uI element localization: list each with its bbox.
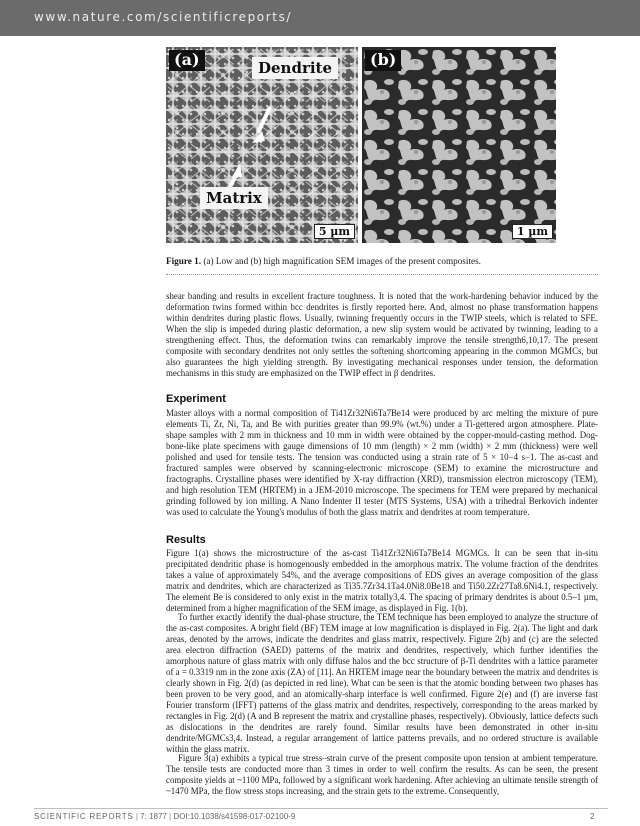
scale-bar-a: 5 µm: [314, 224, 355, 239]
intro-paragraph: shear banding and results in excellent fracture toughness. It is noted that the work-hardening behavior induced by the deformation twins formed within bcc dendrites is firstly reported here. And, almost no phase transformation happens within dendrites during plastic flows. Usually, twinning frequently occurs in the TWIP steels, which is related to SFE. When the slip is impeded during plastic deformation, a new slip system would be activated by twinning, leading to a strengthening effect. Thus, the deformation twins can remarkably improve the tensile strength6,10,17. The present composite with secondary dendrites not only settles the softening shortcoming appearing in the common MGMCs, but also guarantees the high yielding strength. By investigating mechanical responses under tension, the deformation mechanisms in this study are emphasized on the TWIP effect in β dendrites.: [166, 291, 598, 378]
citation: 7: 1877: [140, 812, 167, 821]
dendrite-label: Dendrite: [252, 57, 338, 79]
page-footer: SCIENTIFIC REPORTS | 7: 1877 | DOI:10.1038/s41598-017-02100-9: [34, 812, 296, 821]
sem-panel-b: [362, 47, 556, 243]
results-paragraph-1: Figure 1(a) shows the microstructure of the as-cast Ti41Zr32Ni6Ta7Be14 MGMCs. It can be seen that in-situ precipitated dendritic phase is homogenously embedded in the amorphous matrix. The volume fraction of the dendrites takes a value of approximately 54%, and the average compositions of EDS gives an average composition of the glass matrix and dendrites, which are characterized as Ti35.7Zr34.1Ta4.0Ni8.0Be18 and Ti50.2Zr27Ta8.6Ni4.1, respectively. The element Be is considered to only exist in the matrix totally3,4. The spacing of primary dendrites is about 0.5–1 µm, determined from a higher magnification of the SEM image, as displayed in Fig. 1(b).: [166, 548, 598, 613]
results-heading: Results: [166, 534, 206, 546]
footer-rule: [34, 808, 608, 809]
results-paragraph-3: Figure 3(a) exhibits a typical true stress–strain curve of the present composite upon tension at ambient temperature. The tensile tests are conducted more than 3 times in order to well confirm the results. As can be seen, the present composite yields at ~1100 MPa, followed by a significant work hardening. After achieving an ultimate tensile strength of ~1470 MPa, the flow stress stops increasing, and the strain gets to the extreme. Consequently,: [166, 753, 598, 796]
journal-name[interactable]: SCIENTIFIC REPORTS: [34, 812, 134, 821]
sem-image-high-mag: [362, 47, 556, 243]
caption-label: Figure 1.: [166, 256, 202, 266]
sem-panel-a: [166, 47, 358, 243]
experiment-paragraph: Master alloys with a normal composition of Ti41Zr32Ni6Ta7Be14 were produced by arc melting the mixture of pure elements Ti, Zr, Ni, Ta, and Be with purities greater than 99.9% (wt.%) under a Ti-gettered argon atmosphere. Plate-shape samples with 2 mm in thickness and 10 mm in width were obtained by the copper-mould-casting method. Dog-bone-like plate specimens with gauge dimensions of 10 mm (length) × 2 mm (width) × 2 mm (thickness) were well polished and used for tensile tests. The tension was conducted using a strain rate of 5 × 10−4 s−1. The as-cast and fractured samples were observed by scanning-electronic microscope (SEM) to examine the microstructure and fractographs. Crystalline phases were identified by X-ray diffraction (XRD), transmission electron microscopy (TEM), and high resolution TEM (HRTEM) in a JEM-2010 microscope. The specimens for TEM were prepared by mechanical grinding followed by ion milling. A Nano Indenter II tester (MTS Systems, USA) with a trihedral Berkovich indenter was used to calculate the Young's modulus of both the glass matrix and dendrites at room temperature.: [166, 408, 598, 517]
top-banner: [0, 0, 640, 36]
figure-caption: [166, 256, 596, 266]
panel-a-label: (a): [169, 50, 205, 71]
results-paragraph-2: To further exactly identify the dual-phase structure, the TEM technique has been employed to analyze the structure of the as-cast composites. A bright field (BF) TEM image at low magnification is displayed in Fig. 2(a). The light and dark areas, denoted by the arrows, indicate the dendrites and glass matrix, respectively. Figure 2(b) and (c) are the selected area electron diffraction (SAED) patterns of the matrix and dendrites, respectively, which further identifies the amorphous nature of glass matrix with only diffuse halos and the bcc structure of β-Ti dendrites with a lattice parameter of a = 0.3319 nm in the zone axis (ZA) of [11]. An HRTEM image near the boundary between the matrix and dendrites is clearly shown in Fig. 2(d) (as depicted in red line). What can be seen is that the atomic bonding between two phases has been proven to be very good, and an atomically-sharp interface is well confirmed. Figure 2(e) and (f) are inverse fast Fourier transform (IFFT) patterns of the glass matrix and dendrites, respectively, corresponding to the areas marked by rectangles in Fig. 2(d) (A and B represent the matrix and crystalline phases, respectively). Obviously, lattice defects such as dislocations in the dendrites are rarely found. Similar results have been demonstrated in other in-situ dendrite/MGMCs3,4. Instead, a regular arrangement of lattice patterns prevails, and no ordered structure is available within the glass matrix.: [166, 612, 598, 754]
doi[interactable]: DOI:10.1038/s41598-017-02100-9: [173, 812, 296, 821]
page-number: 2: [590, 812, 595, 821]
scale-bar-b: 1 µm: [512, 224, 553, 239]
caption-separator: [166, 274, 598, 275]
matrix-label: Matrix: [200, 187, 268, 209]
experiment-heading: Experiment: [166, 393, 226, 405]
site-url[interactable]: www.nature.com/scientificreports/: [34, 10, 293, 24]
panel-b-label: (b): [365, 50, 401, 71]
caption-text: (a) Low and (b) high magnification SEM images of the present composites.: [203, 256, 481, 266]
figure-1: [166, 47, 556, 243]
